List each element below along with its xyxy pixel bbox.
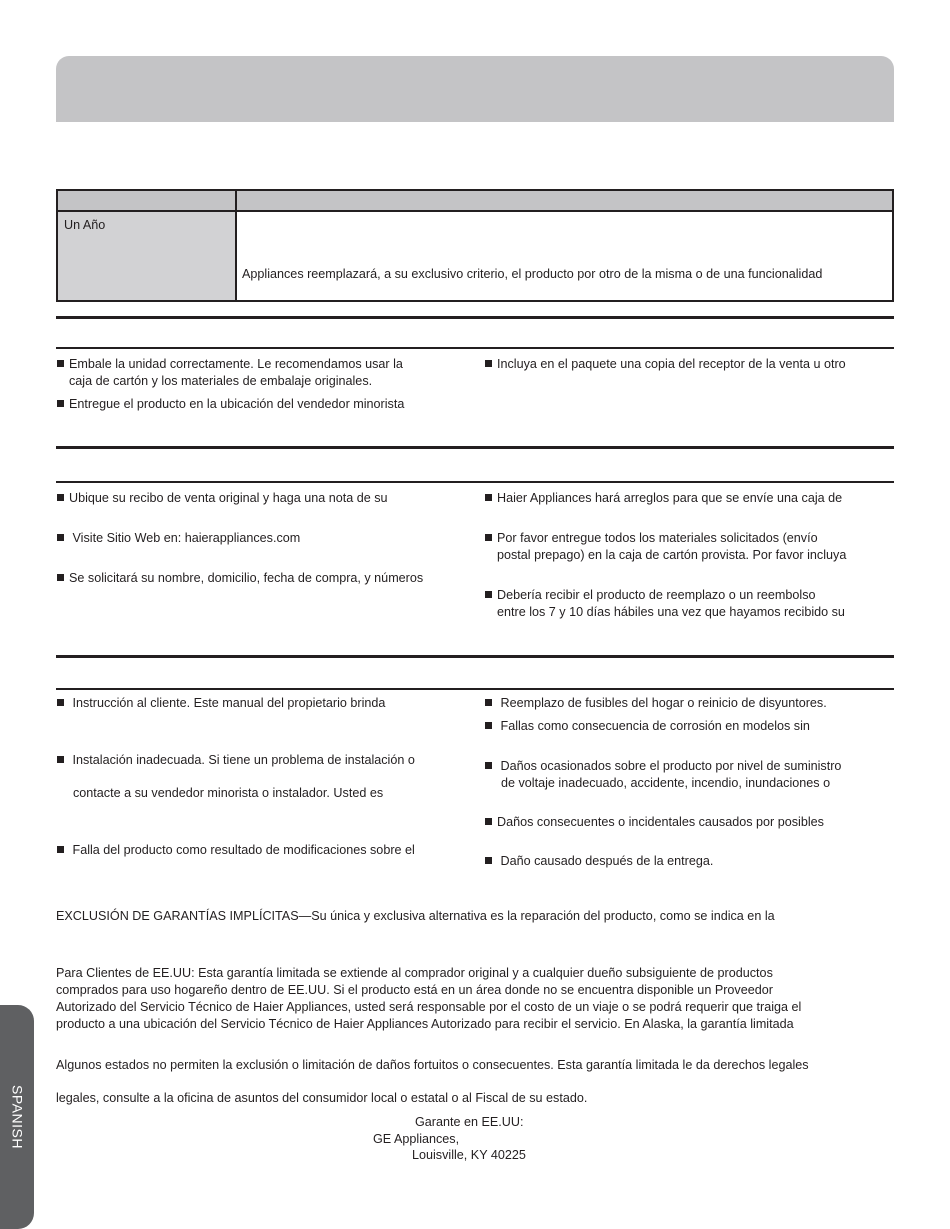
bullet-square-icon — [57, 360, 64, 367]
list-item: Embale la unidad correctamente. Le recomendamos usar la caja de cartón y los materiales de embalaje originales. — [57, 356, 403, 390]
bullet-square-icon — [485, 534, 492, 541]
list-item: Daño causado después de la entrega. — [485, 853, 713, 870]
list-item: Ubique su recibo de venta original y haga una nota de su — [57, 490, 388, 507]
warrantor-company: GE Appliances, — [373, 1132, 460, 1146]
list-item: Se solicitará su nombre, domicilio, fecha de compra, y números — [57, 570, 423, 587]
warrantor-label: Garante en EE.UU: — [415, 1115, 524, 1129]
list-item: Daños consecuentes o incidentales causados por posibles — [485, 814, 824, 831]
list-item: Instalación inadecuada. Si tiene un problema de instalación o — [57, 752, 415, 769]
list-item: Fallas como consecuencia de corrosión en modelos sin — [485, 718, 810, 735]
warranty-period: Un Año — [64, 218, 106, 232]
bullet-square-icon — [485, 591, 492, 598]
bullet-square-icon — [485, 360, 492, 367]
section-rule — [56, 316, 894, 319]
bullet-square-icon — [57, 846, 64, 853]
language-side-tab — [0, 1005, 34, 1229]
states-paragraph-line: Algunos estados no permiten la exclusión o limitación de daños fortuitos o consecuentes. Esta garantía limitada le da derechos legales — [56, 1058, 809, 1072]
section-rule — [56, 446, 894, 449]
states-paragraph-line: legales, consulte a la oficina de asuntos del consumidor local o estatal o al Fiscal de su estado. — [56, 1091, 588, 1105]
list-item-continuation: contacte a su vendedor minorista o instalador. Usted es — [73, 786, 384, 800]
exclusion-paragraph: EXCLUSIÓN DE GARANTÍAS IMPLÍCITAS—Su única y exclusiva alternativa es la reparación del producto, como se indica en la — [56, 909, 775, 923]
section-rule-thin — [56, 481, 894, 483]
language-label: SPANISH — [9, 1085, 26, 1149]
bullet-square-icon — [57, 494, 64, 501]
us-customers-paragraph: Para Clientes de EE.UU: Esta garantía limitada se extiende al comprador original y a cualquier dueño subsiguiente de productos comprados para uso hogareño dentro de EE.UU. Si el producto está en un área donde no se encuentra disponible un Proveedor Autorizado del Servicio Técnico de Haier Appliances, usted será responsable por el costo de un viaje o se podrá requerir que traiga el producto a una ubicación del Servicio Técnico de Haier Appliances Autorizado para recibir el servicio. En Alaska, la garantía limitada — [56, 966, 802, 1031]
table-divider — [235, 191, 237, 300]
warranty-table — [56, 189, 894, 302]
bullet-square-icon — [57, 534, 64, 541]
bullet-square-icon — [485, 857, 492, 864]
list-item: Entregue el producto en la ubicación del vendedor minorista — [57, 396, 404, 413]
list-item: Debería recibir el producto de reemplazo o un reembolso entre los 7 y 10 días hábiles una vez que hayamos recibido su — [485, 587, 845, 621]
warranty-table-header — [58, 191, 892, 212]
section-rule — [56, 655, 894, 658]
bullet-square-icon — [485, 818, 492, 825]
bullet-square-icon — [57, 699, 64, 706]
list-item: Incluya en el paquete una copia del receptor de la venta u otro — [485, 356, 846, 373]
list-item: Haier Appliances hará arreglos para que se envíe una caja de — [485, 490, 842, 507]
warrantor-city: Louisville, KY 40225 — [412, 1148, 526, 1162]
list-item: Por favor entregue todos los materiales solicitados (envío postal prepago) en la caja de cartón provista. Por favor incluya — [485, 530, 846, 564]
bullet-square-icon — [57, 400, 64, 407]
header-bar — [56, 56, 894, 122]
bullet-square-icon — [57, 756, 64, 763]
warranty-description: Appliances reemplazará, a su exclusivo criterio, el producto por otro de la misma o de una funcionalidad — [242, 267, 823, 281]
list-item: Reemplazo de fusibles del hogar o reinicio de disyuntores. — [485, 695, 827, 712]
bullet-square-icon — [485, 762, 492, 769]
list-item: Visite Sitio Web en: haierappliances.com — [57, 530, 300, 547]
list-item: Falla del producto como resultado de modificaciones sobre el — [57, 842, 415, 859]
bullet-square-icon — [485, 722, 492, 729]
bullet-square-icon — [485, 494, 492, 501]
bullet-square-icon — [57, 574, 64, 581]
bullet-square-icon — [485, 699, 492, 706]
section-rule-thin — [56, 688, 894, 690]
section-rule-thin — [56, 347, 894, 349]
list-item: Daños ocasionados sobre el producto por nivel de suministro de voltaje inadecuado, accidente, incendio, inundaciones o — [485, 758, 841, 792]
list-item: Instrucción al cliente. Este manual del propietario brinda — [57, 695, 385, 712]
